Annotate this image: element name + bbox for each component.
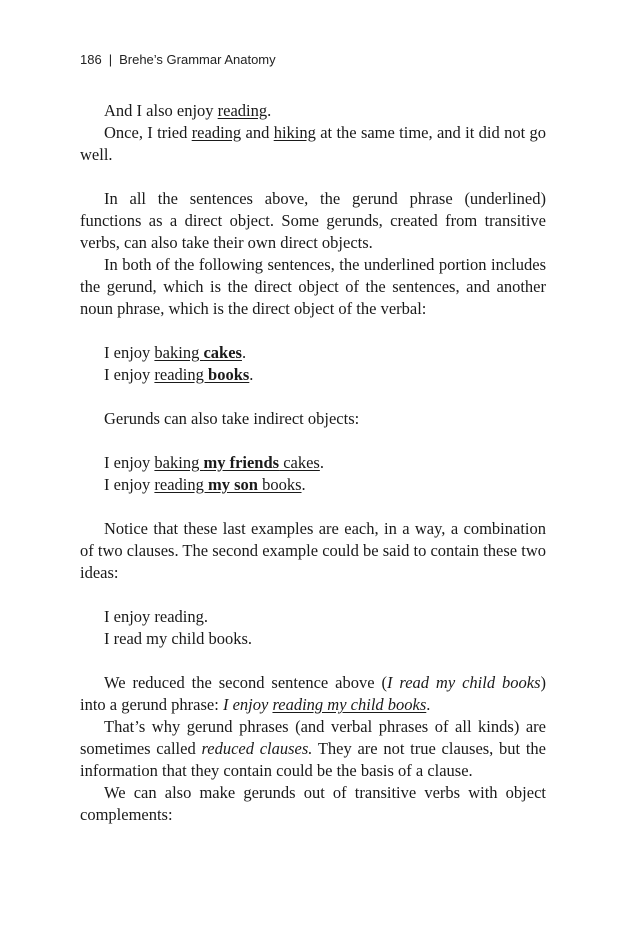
underlined-gerund: reading bbox=[191, 123, 242, 142]
paragraph-combination-of-clauses: Notice that these last examples are each, in a way, a combination of two clauses. The second example could be said to contain these two ideas: bbox=[80, 519, 546, 582]
paragraph-reduced-sentence: We reduced the second sentence above (I read my child books) into a gerund phrase: I enjoy reading my child books. bbox=[80, 673, 546, 714]
example-i-enjoy-reading: I enjoy reading. bbox=[104, 607, 209, 626]
header-separator: | bbox=[108, 52, 113, 67]
bold-object: books bbox=[208, 365, 250, 384]
paragraph-indirect-objects: Gerunds can also take indirect objects: bbox=[104, 409, 360, 428]
example-sentence-enjoy-reading: And I also enjoy reading. bbox=[104, 101, 272, 120]
example-i-read-my-child-books: I read my child books. bbox=[104, 629, 253, 648]
example-reading-books: I enjoy reading books. bbox=[104, 365, 254, 384]
paragraph-object-complements: We can also make gerunds out of transitive verbs with object complements: bbox=[80, 783, 546, 824]
running-header bbox=[80, 52, 276, 67]
underlined-gerund-phrase: reading my child books bbox=[272, 695, 427, 714]
paragraph-direct-object: In all the sentences above, the gerund phrase (underlined) functions as a direct object. Some gerunds, created from transitive verbs, can also take their own direct objects. bbox=[80, 189, 546, 252]
example-reading-my-son-books: I enjoy reading my son books. bbox=[104, 475, 306, 494]
example-baking-my-friends-cakes: I enjoy baking my friends cakes. bbox=[104, 453, 324, 472]
bold-object: cakes bbox=[203, 343, 242, 362]
bold-indirect-object: my son bbox=[208, 475, 258, 494]
underlined-gerund: reading bbox=[217, 101, 268, 120]
example-baking-cakes: I enjoy baking cakes. bbox=[104, 343, 247, 362]
page-body bbox=[80, 100, 546, 826]
paragraph-reduced-clauses: That’s why gerund phrases (and verbal phrases of all kinds) are sometimes called reduced clauses. They are not true clauses, but the information that they contain could be the basis of a clause. bbox=[80, 717, 547, 780]
underlined-gerund: hiking bbox=[273, 123, 316, 142]
page-number: 186 bbox=[80, 52, 102, 67]
term-reduced-clauses: reduced clauses. bbox=[201, 739, 313, 758]
paragraph-underlined-portion: In both of the following sentences, the underlined portion includes the gerund, which is the direct object of the sentences, and another noun phrase, which is the direct object of the verbal: bbox=[80, 255, 546, 318]
example-sentence-reading-hiking: Once, I tried reading and hiking at the same time, and it did not go well. bbox=[80, 123, 546, 164]
bold-indirect-object: my friends bbox=[203, 453, 280, 472]
book-title: Brehe’s Grammar Anatomy bbox=[119, 52, 276, 67]
